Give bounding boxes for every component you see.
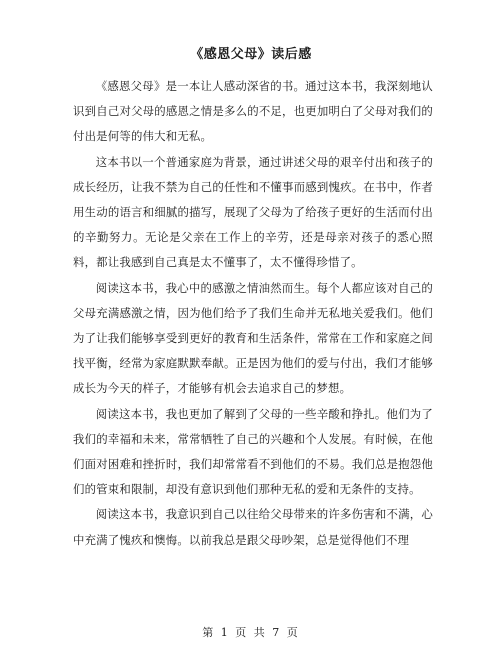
- paragraph-1: 《感恩父母》是一本让人感动深省的书。通过这本书，我深刻地认识到自己对父母的感恩之情是多么的不足，也更加明白了父母对我们的付出是何等的伟大和无私。: [73, 79, 433, 144]
- document-body: [73, 74, 433, 553]
- paragraph-3: 阅读这本书，我心中的感激之情油然而生。每个人都应该对自己的父母充满感激之情，因为他们给予了我们生命并无私地关爱我们。他们为了让我们能够享受到更好的教育和生活条件，常常在工作和家庭之间找平衡，经常为家庭默默奉献。正是因为他们的爱与付出，我们才能够成长为今天的样子，才能够有机会去追求自己的梦想。: [73, 280, 433, 396]
- document-title: 《感恩父母》读后感: [190, 47, 312, 62]
- page-number-footer: 第 1 页 共 7 页: [202, 626, 300, 639]
- paragraph-5: 阅读这本书，我意识到自己以往给父母带来的许多伤害和不满，心中充满了愧疚和懊悔。以前我总是跟父母吵架，总是觉得他们不理: [73, 507, 433, 547]
- paragraph-4: 阅读这本书，我也更加了解到了父母的一些辛酸和挣扎。他们为了我们的幸福和未来，常常牺牲了自己的兴趣和个人发展。有时候，在他们面对困难和挫折时，我们却常常看不到他们的不易。我们总是抱怨他们的管束和限制，却没有意识到他们那种无私的爱和无条件的支持。: [73, 406, 433, 497]
- paragraph-2: 这本书以一个普通家庭为背景，通过讲述父母的艰辛付出和孩子的成长经历，让我不禁为自己的任性和不懂事而感到愧疚。在书中，作者用生动的语言和细腻的描写，展现了父母为了给孩子更好的生活而付出的辛勤努力。无论是父亲在工作上的辛劳，还是母亲对孩子的悉心照料，都让我感到自己真是太不懂事了，太不懂得珍惜了。: [73, 154, 433, 270]
